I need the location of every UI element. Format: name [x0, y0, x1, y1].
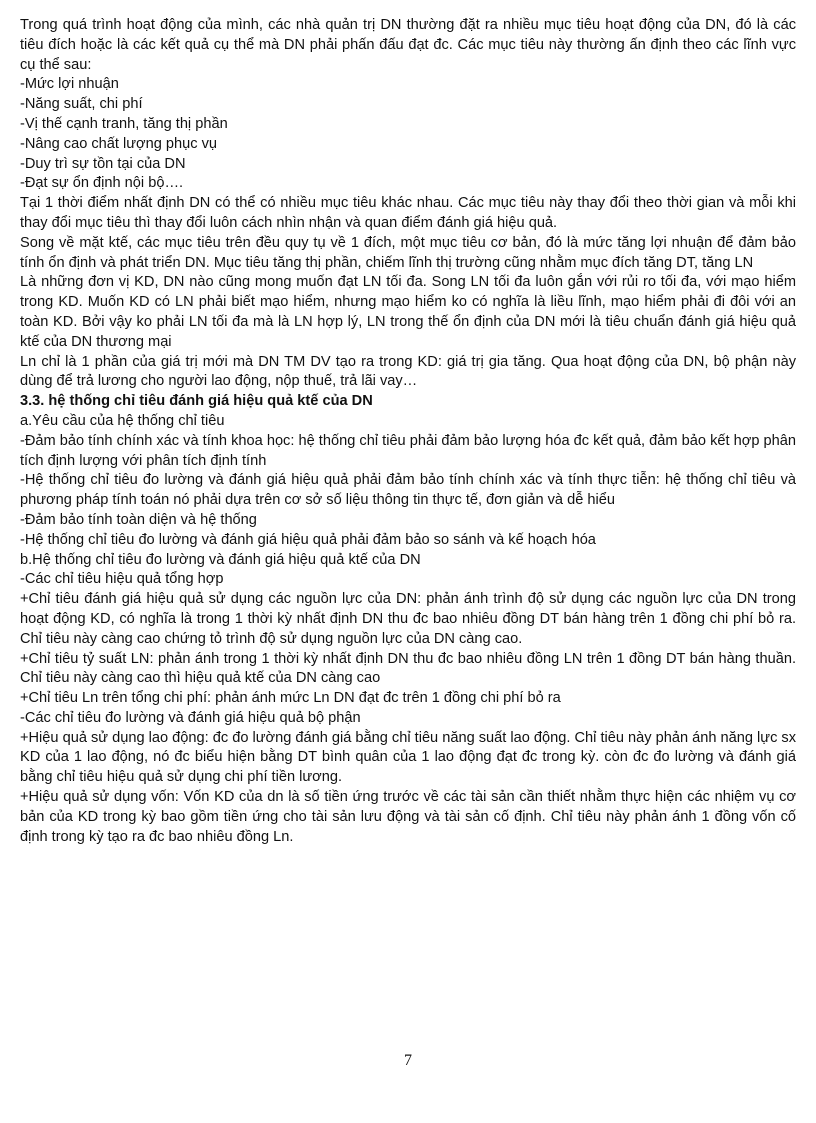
paragraph-intro: Trong quá trình hoạt động của mình, các nhà quản trị DN thường đặt ra nhiều mục tiêu hoạt động của DN, đó là các tiêu đích hoặc là các kết quả cụ thể mà DN phải phấn đấu đạt đc. Các mục tiêu này thường ấn định theo các lĩnh vực cụ thể sau:: [20, 17, 796, 73]
indicator-profit-per-cost: +Chỉ tiêu Ln trên tổng chi phí: phản ánh mức Ln DN đạt đc trên 1 đồng chi phí bỏ ra: [20, 690, 561, 707]
list-item-stability: -Đạt sự ổn định nội bộ….: [20, 175, 184, 192]
paragraph-max-profit: Là những đơn vị KD, DN nào cũng mong muốn đạt LN tối đa. Song LN tối đa luôn gắn với rủi ro tối đa, với mạo hiểm trong KD. Muốn KD có LN phải biết mạo hiểm, nhưng mạo hiểm ko có nghĩa là liều lĩnh, mạo hiểm phải đi đôi với an toàn KD. Bởi vậy ko phải LN tối đa mà là LN hợp lý, LN trong thế ổn định của DN mới là tiêu chuẩn đánh giá hiệu quả ktế của DN thương mại: [20, 274, 796, 350]
page-number: 7: [404, 1052, 412, 1069]
subheading-requirements: a.Yêu cầu của hệ thống chỉ tiêu: [20, 412, 225, 429]
list-item-survival: -Duy trì sự tồn tại của DN: [20, 155, 186, 172]
requirement-comprehensive: -Đảm bảo tính toàn diện và hệ thống: [20, 511, 257, 528]
document-body: [20, 16, 796, 847]
requirement-accuracy: -Đảm bảo tính chính xác và tính khoa học: hệ thống chỉ tiêu phải đảm bảo lượng hóa đc kết quả, đảm bảo kết hợp phân tích định lượng với phân tích định tính: [20, 432, 796, 469]
indicator-capital-efficiency: +Hiệu quả sử dụng vốn: Vốn KD của dn là số tiền ứng trước về các tài sản cần thiết nhằm thực hiện các nhiệm vụ cơ bản của KD trong kỳ bao gồm tiền ứng cho tài sản lưu động và tài sản cố định. Chỉ tiêu này phản ánh 1 đồng vốn cố định trong kỳ tạo ra đc bao nhiêu đồng Ln.: [20, 789, 796, 845]
list-item-productivity: -Năng suất, chi phí: [20, 96, 143, 113]
list-item-partial-indicators: -Các chỉ tiêu đo lường và đánh giá hiệu quả bộ phận: [20, 709, 361, 726]
indicator-labor-efficiency: +Hiệu quả sử dụng lao động: đc đo lường đánh giá bằng chỉ tiêu năng suất lao động. Chỉ tiêu này phản ánh năng lực sx KD của 1 lao động, nó đc biểu hiện bằng DT bình quân của 1 lao động đạt đc trong kỳ. còn đc đo lường và đánh giá bằng chỉ tiêu hiệu quả sử dụng chi phí tiền lương.: [20, 729, 797, 786]
section-heading: 3.3. hệ thống chỉ tiêu đánh giá hiệu quả ktế của DN: [20, 393, 373, 410]
list-item-competition: -Vị thế cạnh tranh, tăng thị phần: [20, 115, 228, 132]
subheading-indicator-system: b.Hệ thống chỉ tiêu đo lường và đánh giá hiệu quả ktế của DN: [20, 551, 421, 568]
list-item-quality: -Nâng cao chất lượng phục vụ: [20, 135, 218, 152]
requirement-comparison: -Hệ thống chỉ tiêu đo lường và đánh giá hiệu quả phải đảm bảo so sánh và kế hoạch hóa: [20, 531, 596, 548]
list-item-profit: -Mức lợi nhuận: [20, 76, 119, 93]
paragraph-goals-change: Tại 1 thời điểm nhất định DN có thể có nhiều mục tiêu khác nhau. Các mục tiêu này thay đổi theo thời gian và mỗi khi thay đổi mục tiêu thì thay đổi luôn cách nhìn nhận và quan điểm đánh giá hiệu quả.: [20, 195, 796, 231]
paragraph-value-added: Ln chỉ là 1 phần của giá trị mới mà DN TM DV tạo ra trong KD: giá trị gia tăng. Qua hoạt động của DN, bộ phận này dùng để trả lương cho người lao động, nộp thuế, trả lãi vay…: [20, 353, 796, 390]
requirement-practicality: -Hệ thống chỉ tiêu đo lường và đánh giá hiệu quả phải đảm bảo tính chính xác và tính thực tiễn: hệ thống chỉ tiêu và phương pháp tính toán nó phải dựa trên cơ sở số liệu thông tin thực tế, đơn giản và dễ hiểu: [20, 472, 796, 509]
list-item-general-indicators: -Các chỉ tiêu hiệu quả tổng hợp: [20, 571, 224, 588]
indicator-resource-efficiency: +Chỉ tiêu đánh giá hiệu quả sử dụng các nguồn lực của DN: phản ánh trình độ sử dụng các nguồn lực của DN trong hoạt động KD, có nghĩa là trong 1 thời kỳ nhất định DN thu đc bao nhiêu đồng DT bán hàng trên 1 đồng chi phí bỏ ra. Chỉ tiêu này càng cao chứng tỏ trình độ sử dụng nguồn lực của DN càng cao.: [20, 591, 796, 647]
indicator-profit-margin: +Chỉ tiêu tỷ suất LN: phản ánh trong 1 thời kỳ nhất định DN thu đc bao nhiêu đồng LN trên 1 đồng DT bán hàng thuần. Chỉ tiêu này càng cao thì hiệu quả ktế của DN càng cao: [20, 650, 796, 687]
paragraph-economic-goal: Song về mặt ktế, các mục tiêu trên đều quy tụ về 1 đích, một mục tiêu cơ bản, đó là mức tăng lợi nhuận để đảm bảo tính ổn định và phát triển DN. Mục tiêu tăng thị phần, chiếm lĩnh thị trường cũng nhằm mục đích tăng DT, tăng LN: [20, 234, 796, 271]
